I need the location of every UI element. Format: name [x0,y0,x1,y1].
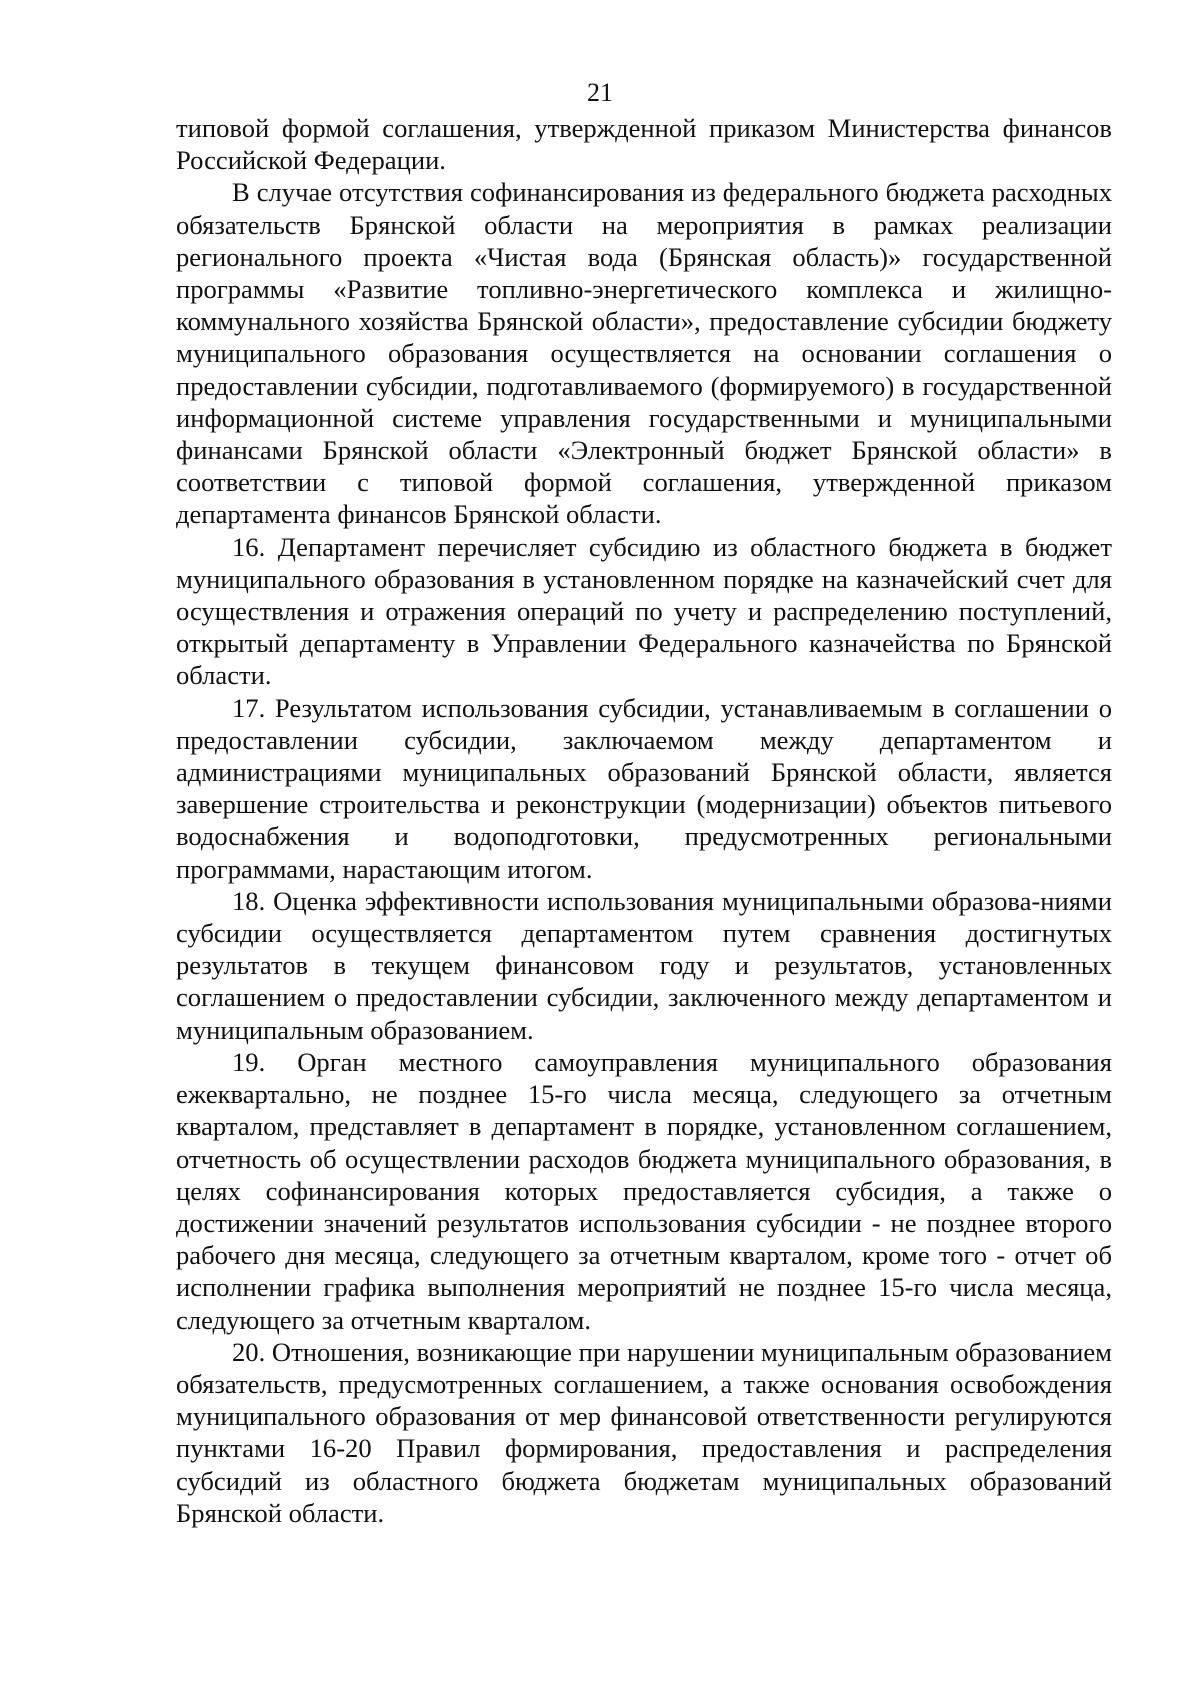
document-body [176,112,1112,1529]
paragraph-item-16: 16. Департамент перечисляет субсидию из областного бюджета в бюджет муниципального образования в установленном порядке на казначейский счет для осуществления и отражения операций по учету и распределению поступлений, открытый департаменту в Управлении Федерального казначейства по Брянской области. [176,531,1112,691]
paragraph-item-20: 20. Отношения, возникающие при нарушении муниципальным образованием обязательств, предусмотренных соглашением, а также основания освобождения муниципального образования от мер финансовой ответственности регулируются пунктами 16-20 Правил формирования, предоставления и распределения субсидий из областного бюджета бюджетам муниципальных образований Брянской области. [176,1336,1112,1528]
paragraph-item-18: 18. Оценка эффективности использования муниципальными образова-ниями субсидии осуществляется департаментом путем сравнения достигнутых результатов в текущем финансовом году и результатов, установленных соглашением о предоставлении субсидии, заключенного между департаментом и муниципальным образованием. [176,885,1112,1045]
paragraph-item-19: 19. Орган местного самоуправления муниципального образования ежеквартально, не позднее 15-го числа месяца, следующего за отчетным кварталом, представляет в департамент в порядке, установленном соглашением, отчетность об осуществлении расходов бюджета муниципального образования, в целях софинансирования которых предоставляется субсидия, а также о достижении значений результатов использования субсидии - не позднее второго рабочего дня месяца, следующего за отчетным кварталом, кроме того - отчет об исполнении графика выполнения мероприятий не позднее 15-го числа месяца, следующего за отчетным кварталом. [176,1046,1112,1335]
paragraph-item-17: 17. Результатом использования субсидии, устанавливаемым в соглашении о предоставлении субсидии, заключаемом между департаментом и администрациями муниципальных образований Брянской области, является завершение строительства и реконструкции (модернизации) объектов питьевого водоснабжения и водоподготовки, предусмотренных региональными программами, нарастающим итогом. [176,692,1112,884]
page-number: 21 [587,78,613,107]
paragraph-no-cofinancing: В случае отсутствия софинансирования из федерального бюджета расходных обязательств Брянской области на мероприятия в рамках реализации регионального проекта «Чистая вода (Брянская область)» государственной программы «Развитие топливно-энергетического комплекса и жилищно-коммунального хозяйства Брянской области», предоставление субсидии бюджету муниципального образования осуществляется на основании соглашения о предоставлении субсидии, подготавливаемого (формируемого) в государственной информационной системе управления государственными и муниципальными финансами Брянской области «Электронный бюджет Брянской области» в соответствии с типовой формой соглашения, утвержденной приказом департамента финансов Брянской области. [176,177,1112,530]
paragraph-continuation: типовой формой соглашения, утвержденной приказом Министерства финансов Российской Федерации. [176,113,1112,176]
